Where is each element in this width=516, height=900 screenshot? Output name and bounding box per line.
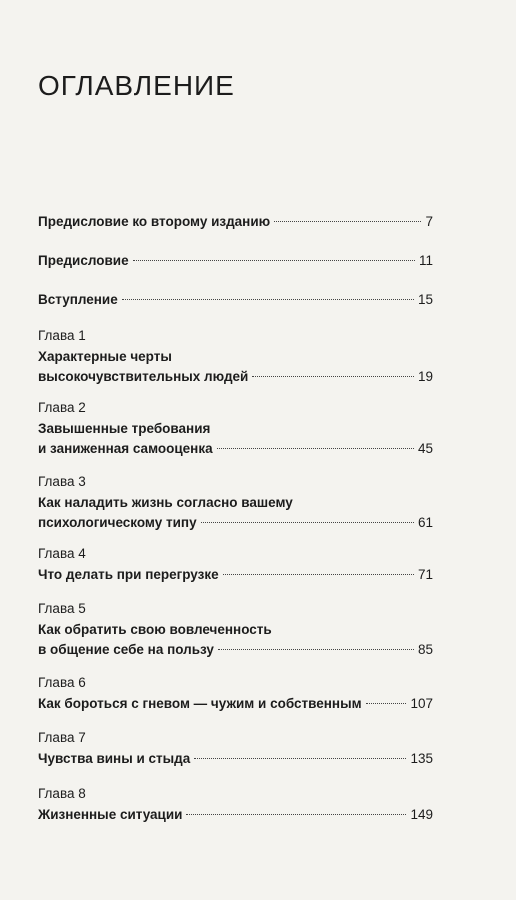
- page-title: ОГЛАВЛЕНИЕ: [38, 70, 235, 101]
- toc-entry-chapter-7: [38, 729, 433, 769]
- toc-row: [38, 439, 433, 459]
- dot-leader: [186, 814, 406, 815]
- toc-entry-chapter-3: [38, 473, 433, 533]
- toc-row: [38, 290, 433, 310]
- toc-row: [38, 212, 433, 232]
- entry-title: Как наладить жизнь согласно вашему: [38, 495, 293, 510]
- entry-title: Жизненные ситуации: [38, 807, 183, 822]
- dot-leader: [122, 299, 414, 300]
- toc-row: [38, 749, 433, 769]
- page-number: 7: [425, 214, 433, 229]
- toc-entry-foreword-second-edition: [38, 212, 433, 232]
- entry-title: Как бороться с гневом — чужим и собственным: [38, 696, 362, 711]
- toc-entry-chapter-1: [38, 327, 433, 387]
- chapter-label: Глава 1: [38, 328, 86, 343]
- entry-title: Характерные черты: [38, 349, 172, 364]
- entry-title: Чувства вины и стыда: [38, 751, 191, 766]
- toc-row: [38, 694, 433, 714]
- chapter-label: Глава 6: [38, 675, 86, 690]
- chapter-label: Глава 4: [38, 546, 86, 561]
- toc-row: [38, 565, 433, 585]
- entry-title: психологическому типу: [38, 515, 197, 530]
- chapter-label: Глава 2: [38, 400, 86, 415]
- entry-title: Предисловие ко второму изданию: [38, 214, 271, 229]
- toc-row: [38, 251, 433, 271]
- toc-entry-chapter-5: [38, 600, 433, 660]
- toc-row: [38, 367, 433, 387]
- dot-leader: [201, 522, 414, 523]
- page-number: 107: [410, 696, 433, 711]
- entry-title: и заниженная самооценка: [38, 441, 213, 456]
- toc-entry-chapter-2: [38, 399, 433, 459]
- entry-title: Что делать при перегрузке: [38, 567, 219, 582]
- chapter-label: Глава 5: [38, 601, 86, 616]
- toc-entry-chapter-8: [38, 785, 433, 825]
- entry-title: Как обратить свою вовлеченность: [38, 622, 272, 637]
- dot-leader: [218, 649, 414, 650]
- chapter-label: Глава 7: [38, 730, 86, 745]
- page-number: 45: [417, 441, 433, 456]
- dot-leader: [223, 574, 414, 575]
- toc-entry-foreword: [38, 251, 433, 271]
- toc-row: [38, 513, 433, 533]
- page-number: 71: [417, 567, 433, 582]
- entry-title: Предисловие: [38, 253, 129, 268]
- entry-title: Завышенные требования: [38, 421, 211, 436]
- dot-leader: [133, 260, 415, 261]
- page-number: 11: [418, 253, 433, 268]
- dot-leader: [194, 758, 406, 759]
- entry-title: высокочувствительных людей: [38, 369, 249, 384]
- entry-title: Вступление: [38, 292, 118, 307]
- page-number: 85: [417, 642, 433, 657]
- page-number: 135: [410, 751, 433, 766]
- dot-leader: [274, 221, 421, 222]
- toc-entry-chapter-4: [38, 545, 433, 585]
- chapter-label: Глава 3: [38, 474, 86, 489]
- entry-title: в общение себе на пользу: [38, 642, 214, 657]
- dot-leader: [366, 703, 407, 704]
- page-number: 19: [417, 369, 433, 384]
- toc-row: [38, 640, 433, 660]
- chapter-label: Глава 8: [38, 786, 86, 801]
- dot-leader: [217, 448, 414, 449]
- page-number: 61: [417, 515, 433, 530]
- toc-row: [38, 805, 433, 825]
- page-number: 149: [410, 807, 433, 822]
- toc-entry-introduction: [38, 290, 433, 310]
- toc-entry-chapter-6: [38, 674, 433, 714]
- dot-leader: [252, 376, 414, 377]
- page-number: 15: [417, 292, 433, 307]
